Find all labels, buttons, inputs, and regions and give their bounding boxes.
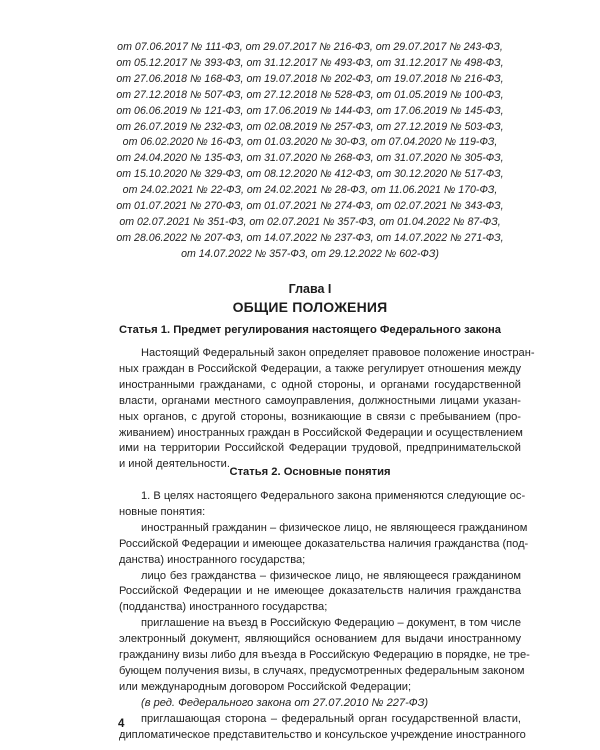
text-line: ных органов, с другой стороны, возникающие в связи с пребыванием (про- — [119, 410, 521, 423]
amendment-line: от 24.04.2020 № 135-ФЗ, от 31.07.2020 № 268-ФЗ, от 31.07.2020 № 305-ФЗ, — [116, 152, 504, 165]
text-line: ими на территории Российской Федерации трудовой, предпринимательской — [119, 442, 521, 455]
article-2-body — [119, 489, 530, 744]
amendment-line: от 06.02.2020 № 16-ФЗ, от 01.03.2020 № 30-ФЗ, от 07.04.2020 № 119-ФЗ, — [122, 136, 498, 149]
amendment-line: от 07.06.2017 № 111-ФЗ, от 29.07.2017 № 216-ФЗ, от 29.07.2017 № 243-ФЗ, — [117, 41, 503, 53]
text-line: бующем получения визы, в случаях, предусмотренных федеральным законом — [119, 664, 525, 677]
amendment-note: (в ред. Федерального закона от 27.07.2010 № 227-ФЗ) — [141, 696, 429, 709]
text-line: Настоящий Федеральный закон определяет правовое положение иностран- — [141, 347, 535, 359]
text-line: приглашающая сторона – федеральный орган государственной власти, — [141, 712, 521, 725]
article-1-body — [119, 346, 535, 473]
text-line: дипломатическое представительство и консульское учреждение иностранного — [119, 728, 526, 741]
page-number: 4 — [118, 718, 125, 730]
amendment-line: от 15.10.2020 № 329-ФЗ, от 08.12.2020 № 412-ФЗ, от 30.12.2020 № 517-ФЗ, — [116, 168, 504, 181]
amendment-line: от 02.07.2021 № 351-ФЗ, от 02.07.2021 № 357-ФЗ, от 01.04.2022 № 87-ФЗ, — [119, 215, 501, 228]
text-line: иностранный гражданин – физическое лицо, не являющееся гражданином — [141, 521, 528, 534]
text-line: (подданства) иностранного государства; — [119, 601, 328, 614]
amendment-line: от 28.06.2022 № 207-ФЗ, от 14.07.2022 № 237-ФЗ, от 14.07.2022 № 271-ФЗ, — [116, 231, 504, 244]
amendment-line: от 24.02.2021 № 22-ФЗ, от 24.02.2021 № 28-ФЗ, от 11.06.2021 № 170-ФЗ, — [122, 184, 498, 197]
amendment-line: от 26.07.2019 № 232-ФЗ, от 02.08.2019 № 257-ФЗ, от 27.12.2019 № 503-ФЗ, — [116, 120, 504, 133]
text-line: власти, органами местного самоуправления, должностными лицами указан- — [119, 394, 521, 407]
text-line: живанием) иностранных граждан в Российской Федерации и осуществлением — [119, 426, 523, 439]
text-line: иностранными гражданами, с одной стороны, и органами государственной — [119, 378, 521, 391]
text-line: данства) иностранного государства; — [119, 553, 306, 566]
article-1-heading: Статья 1. Предмет регулирования настоящего Федерального закона — [119, 324, 501, 336]
amendment-line: от 27.12.2018 № 507-ФЗ, от 27.12.2018 № 528-ФЗ, от 01.05.2019 № 100-ФЗ, — [116, 88, 504, 101]
text-line: Российской Федерации и не имеющее доказательств наличия гражданства — [119, 585, 521, 598]
text-line: или международным договором Российской Федерации; — [119, 680, 412, 693]
chapter-number: Глава I — [288, 282, 332, 296]
chapter-title: ОБЩИЕ ПОЛОЖЕНИЯ — [232, 299, 388, 315]
text-line: гражданину визы либо для въезда в Российскую Федерацию в порядке, не тре- — [119, 649, 530, 662]
amendment-line: от 05.12.2017 № 393-ФЗ, от 31.12.2017 № 493-ФЗ, от 31.12.2017 № 498-ФЗ, — [116, 56, 504, 69]
amendment-line: от 27.06.2018 № 168-ФЗ, от 19.07.2018 № 202-ФЗ, от 19.07.2018 № 216-ФЗ, — [116, 72, 504, 85]
text-line: новные понятия: — [119, 505, 206, 518]
text-line: лицо без гражданства – физическое лицо, не являющееся гражданином — [141, 569, 521, 582]
text-line: Российской Федерации и имеющее доказательства наличия гражданства (под- — [119, 537, 529, 550]
text-line: ных граждан в Российской Федерации, а также регулирует отношения между — [119, 362, 521, 375]
amendments-list — [100, 40, 520, 263]
text-line: приглашение на въезд в Российскую Федерацию – документ, в том числе — [141, 617, 521, 630]
amendment-line: от 14.07.2022 № 357-ФЗ, от 29.12.2022 № 602-ФЗ) — [181, 247, 439, 260]
amendment-line: от 06.06.2019 № 121-ФЗ, от 17.06.2019 № 144-ФЗ, от 17.06.2019 № 145-ФЗ, — [116, 104, 504, 117]
text-line: и иной деятельности. — [119, 458, 230, 471]
amendment-line: от 01.07.2021 № 270-ФЗ, от 01.07.2021 № 274-ФЗ, от 02.07.2021 № 343-ФЗ, — [116, 200, 504, 213]
text-line: электронный документ, являющийся основанием для выдачи иностранному — [119, 633, 521, 646]
text-line: 1. В целях настоящего Федерального закона применяются следующие ос- — [141, 490, 526, 502]
article-2-heading: Статья 2. Основные понятия — [229, 466, 391, 478]
